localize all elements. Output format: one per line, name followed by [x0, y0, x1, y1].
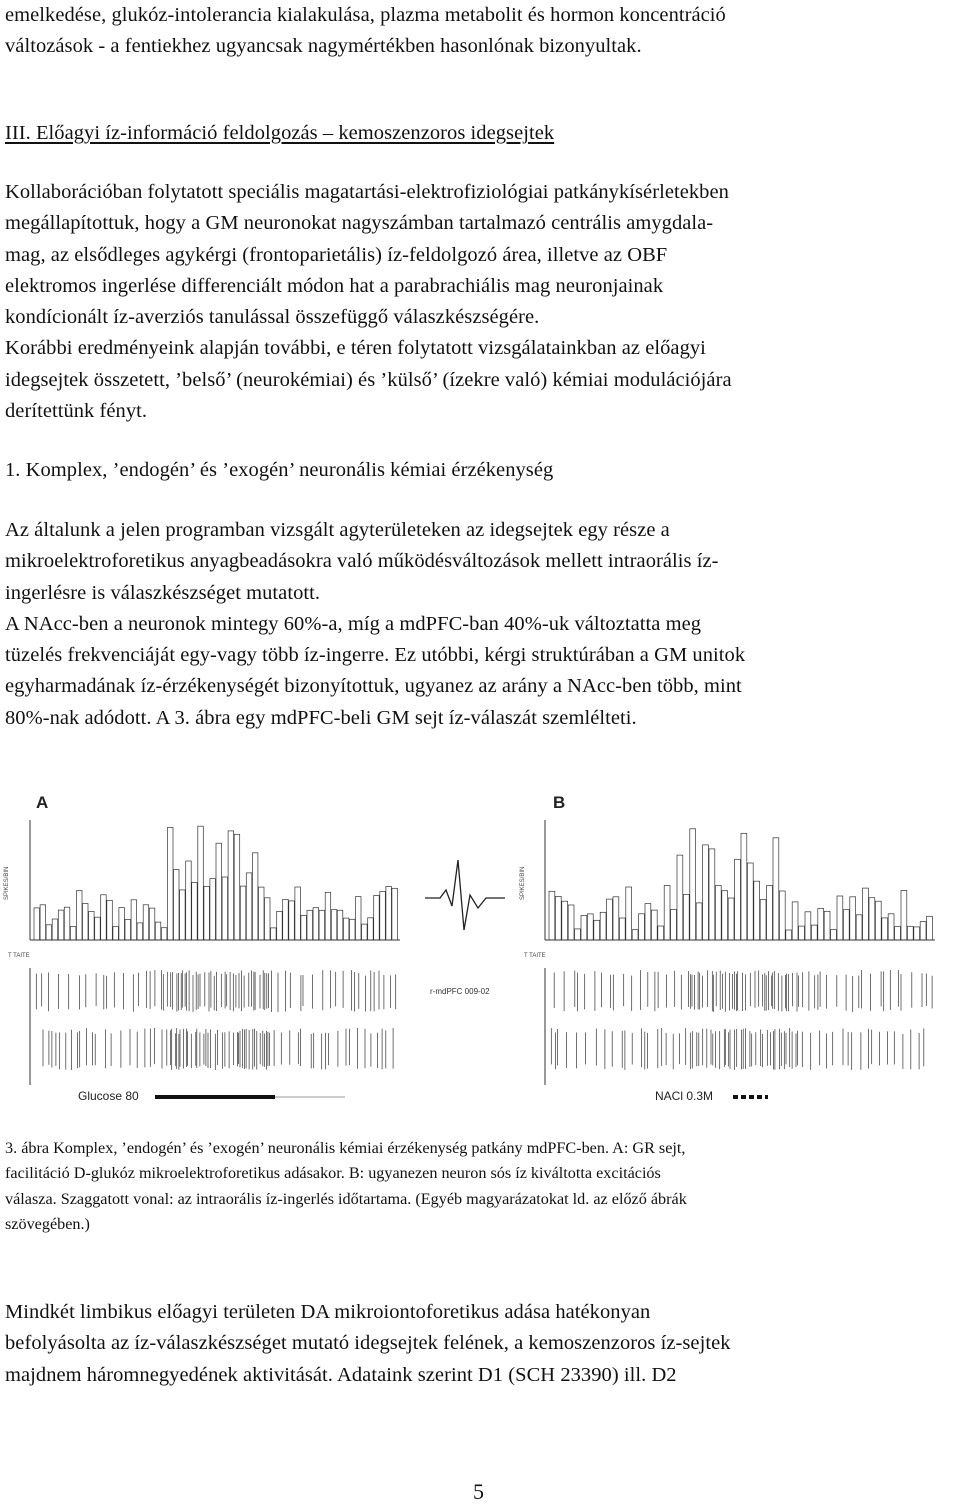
- paragraph-results: [5, 515, 745, 734]
- histogram-bar: [362, 924, 368, 940]
- histogram-bar: [677, 855, 683, 940]
- histogram-bar: [386, 886, 392, 940]
- histogram-bar: [34, 908, 40, 940]
- histogram-bar: [799, 926, 805, 940]
- histogram-bar: [575, 929, 581, 940]
- raster-ticks-a: [36, 970, 395, 1070]
- histogram-bar: [895, 927, 901, 941]
- histogram-bar: [901, 890, 907, 940]
- caption-line: facilitáció D-glukóz mikroelektroforetikus adásakor. B: ugyanezen neuron sós íz kiváltotta excitációs: [5, 1164, 661, 1183]
- histogram-bar: [180, 890, 186, 940]
- histogram-bar: [228, 831, 234, 940]
- histogram-bar: [703, 845, 709, 940]
- panel-b-raster: [545, 968, 932, 1085]
- histogram-bar: [46, 925, 52, 940]
- spike-waveform: [425, 860, 505, 996]
- histogram-bar: [856, 915, 862, 940]
- text-line: derítettünk fényt.: [5, 400, 148, 423]
- histogram-bar: [741, 833, 747, 940]
- caption-line: szövegében.): [5, 1215, 90, 1234]
- panel-a-raster: [30, 968, 396, 1085]
- histogram-bar: [850, 897, 856, 940]
- histogram-bar: [343, 918, 349, 940]
- histogram-bar: [374, 896, 380, 941]
- caption-line: válasza. Szaggatott vonal: az intraorális íz-ingerlés időtartama. (Egyéb magyarázatokat ld. az előző ábrák: [5, 1189, 687, 1208]
- histogram-bar: [89, 912, 95, 941]
- histogram-bar: [831, 930, 837, 940]
- text-line: mag, az elsődleges agykérgi (frontoparietális) íz-feldolgozó área, illetve az OBF: [5, 243, 668, 266]
- subheading-text: 1. Komplex, ’endogén’ és ’exogén’ neuronális kémiai érzékenység: [5, 459, 554, 481]
- text-line: változások - a fentiekhez ugyancsak nagymértékben hasonlónak bizonyultak.: [5, 35, 642, 58]
- trace-label-a: T TAITE: [8, 953, 30, 959]
- histogram-bar: [715, 886, 721, 941]
- histogram-bar: [651, 910, 657, 940]
- paragraph-collaboration: [5, 177, 732, 427]
- paragraph-top: [5, 0, 726, 63]
- histogram-bar: [283, 899, 289, 940]
- histogram-bar: [786, 930, 792, 940]
- histogram-bar: [907, 926, 913, 940]
- text-line: Mindkét limbikus előagyi területen DA mikroiontoforetikus adása hatékonyan: [5, 1301, 651, 1323]
- histogram-bar: [155, 922, 161, 940]
- histogram-bar: [95, 917, 101, 940]
- histogram-bar: [64, 907, 70, 940]
- panel-b-histogram: [520, 820, 935, 940]
- histogram-bar: [811, 925, 817, 940]
- text-line: egyharmadának íz-érzékenységét bizonyítottuk, ugyanez az arány a NAcc-ben több, mint: [5, 675, 742, 698]
- histogram-bar: [882, 918, 888, 940]
- histogram-bar: [210, 879, 216, 940]
- histogram-bar: [161, 928, 167, 940]
- histogram-bar: [600, 912, 606, 940]
- stim-a-label: Glucose 80: [78, 1089, 139, 1103]
- histogram-bar: [204, 886, 210, 940]
- histogram-bar: [380, 891, 386, 940]
- subheading: [5, 455, 553, 486]
- waveform-label: r-mdPFC 009-02: [430, 987, 490, 996]
- histogram-bar: [40, 905, 46, 940]
- histogram-bar: [619, 918, 625, 940]
- histogram-bar: [131, 900, 137, 940]
- histogram-bar: [295, 887, 301, 940]
- histogram-bar: [52, 919, 58, 940]
- histogram-bar: [581, 915, 587, 940]
- histogram-bar: [837, 896, 843, 940]
- histogram-bar: [337, 910, 343, 940]
- histogram-bar: [805, 912, 811, 940]
- histogram-bar: [613, 897, 619, 940]
- histogram-bar: [760, 900, 766, 940]
- text-line: befolyásolta az íz-válaszkészséget mutató idegsejtek felének, a kemoszenzoros íz-sejtek: [5, 1332, 731, 1355]
- trace-label-b: T TAITE: [524, 953, 546, 959]
- text-line: Korábbi eredményeink alapján további, e téren folytatott vizsgálatainkban az előagyi: [5, 337, 706, 360]
- histogram-bar: [368, 918, 374, 940]
- histogram-bar: [174, 870, 180, 941]
- histogram-bar: [143, 905, 149, 940]
- histogram-bar: [863, 888, 869, 940]
- histogram-bar: [137, 923, 143, 940]
- y-axis-label-b: SPIKES/BIN: [520, 866, 526, 900]
- figure-caption: [5, 1136, 687, 1238]
- histogram-bar: [818, 909, 824, 941]
- figure-3: [0, 780, 960, 1110]
- histogram-bar: [869, 898, 875, 940]
- section-heading: [5, 118, 554, 149]
- histogram-bar: [568, 905, 574, 940]
- histogram-bar: [186, 861, 192, 940]
- text-line: tüzelés frekvenciáját egy-vagy több íz-ingerre. Ez utóbbi, kérgi struktúrában a GM unitok: [5, 644, 746, 667]
- text-line: 80%-nak adódott. A 3. ábra egy mdPFC-beli GM sejt íz-válaszát szemlélteti.: [5, 706, 637, 729]
- histogram-bar: [168, 827, 174, 940]
- histogram-bar: [888, 914, 894, 940]
- histogram-bar: [626, 887, 632, 940]
- histogram-bar: [875, 901, 881, 940]
- histogram-bar: [754, 881, 760, 940]
- histogram-bar: [307, 910, 313, 940]
- histogram-bar: [549, 891, 555, 940]
- histogram-bar: [690, 829, 696, 940]
- histogram-bar: [594, 920, 600, 940]
- histogram-bar: [767, 885, 773, 940]
- histogram-bar: [301, 915, 307, 940]
- text-line: A NAcc-ben a neuronok mintegy 60%-a, míg a mdPFC-ban 40%-uk változtatta meg: [5, 612, 702, 635]
- stim-a-bar: [155, 1095, 275, 1099]
- histogram-bar: [927, 916, 933, 940]
- text-line: kondícionált íz-averziós tanulással összefüggő válaszkészségére.: [5, 306, 540, 329]
- caption-line: 3. ábra Komplex, ’endogén’ és ’exogén’ neuronális kémiai érzékenység patkány mdPFC-ben. A: GR sejt,: [5, 1139, 686, 1157]
- histogram-bar: [824, 911, 830, 940]
- histogram-bar: [735, 859, 741, 940]
- histogram-bars-b: [549, 829, 932, 940]
- histogram-bar: [319, 910, 325, 940]
- stim-b-label: NACl 0.3M: [655, 1089, 714, 1103]
- histogram-bar: [125, 919, 131, 940]
- histogram-bar: [313, 908, 319, 940]
- section-heading-text: III. Előagyi íz-információ feldolgozás – kemoszenzoros idegsejtek: [5, 122, 555, 144]
- panel-a-histogram: [4, 820, 400, 940]
- panel-b-label: B: [553, 793, 566, 812]
- histogram-bar: [240, 886, 246, 940]
- panel-a-label: A: [36, 793, 49, 812]
- text-line: idegsejtek összetett, ’belső’ (neurokémiai) és ’külső’ (ízekre való) kémiai modulációjára: [5, 368, 732, 391]
- histogram-bar: [747, 863, 753, 940]
- histogram-bar: [107, 900, 113, 940]
- histogram-bar: [70, 927, 76, 941]
- histogram-bars-a: [34, 826, 397, 940]
- histogram-bar: [632, 930, 638, 940]
- histogram-bar: [664, 885, 670, 940]
- y-axis-label-a: SPIKES/BIN: [4, 866, 10, 900]
- text-line: elektromos ingerlése differenciált módon hat a parabrachiális mag neuronjainak: [5, 274, 664, 297]
- text-line: emelkedése, glukóz-intolerancia kialakulása, plazma metabolit és hormon koncentráció: [5, 4, 726, 26]
- histogram-bar: [728, 898, 734, 940]
- histogram-bar: [77, 891, 83, 941]
- histogram-bar: [289, 901, 295, 940]
- histogram-bar: [119, 908, 125, 940]
- histogram-bar: [101, 895, 107, 940]
- histogram-bar: [252, 853, 258, 940]
- histogram-bar: [722, 891, 728, 940]
- text-line: Kollaborációban folytatott speciális magatartási-elektrofiziológiai patkánykísérletekben: [5, 181, 729, 203]
- histogram-bar: [192, 883, 198, 941]
- histogram-bar: [198, 826, 204, 940]
- histogram-bar: [792, 902, 798, 940]
- paragraph-bottom: [5, 1297, 731, 1391]
- histogram-bar: [587, 914, 593, 940]
- text-line: Az általunk a jelen programban vizsgált agyterületeken az idegsejtek egy része a: [5, 519, 670, 541]
- histogram-bar: [356, 897, 362, 940]
- histogram-bar: [658, 926, 664, 940]
- histogram-bar: [779, 891, 785, 940]
- histogram-bar: [392, 888, 398, 940]
- histogram-bar: [325, 892, 331, 940]
- histogram-bar: [696, 903, 702, 940]
- histogram-bar: [607, 899, 613, 940]
- histogram-bar: [216, 843, 222, 940]
- histogram-bar: [246, 873, 252, 940]
- histogram-bar: [773, 838, 779, 940]
- histogram-bar: [234, 834, 240, 940]
- histogram-bar: [58, 910, 64, 940]
- text-line: ingerlésre is válaszkészséget mutatott.: [5, 581, 321, 604]
- text-line: megállapítottuk, hogy a GM neuronokat nagyszámban tartalmazó centrális amygdala-: [5, 212, 714, 235]
- histogram-bar: [562, 901, 568, 940]
- raster-ticks-b: [551, 970, 932, 1070]
- histogram-bar: [277, 911, 283, 940]
- histogram-bar: [149, 908, 155, 940]
- histogram-bar: [350, 919, 356, 940]
- histogram-bar: [555, 896, 561, 940]
- histogram-bar: [222, 877, 228, 940]
- histogram-bar: [920, 922, 926, 940]
- histogram-bar: [265, 898, 271, 940]
- histogram-bar: [709, 849, 715, 940]
- histogram-bar: [259, 887, 265, 940]
- text-line: majdnem háromnegyedének aktivitását. Adataink szerint D1 (SCH 23390) ill. D2: [5, 1363, 677, 1386]
- text-line: mikroelektroforetikus anyagbeadásokra való működésváltozások mellett intraorális íz-: [5, 550, 719, 573]
- histogram-bar: [113, 927, 119, 940]
- histogram-bar: [843, 910, 849, 940]
- histogram-bar: [671, 910, 677, 941]
- histogram-bar: [331, 910, 337, 940]
- histogram-bar: [271, 928, 277, 940]
- page-number: 5: [473, 1479, 484, 1504]
- histogram-bar: [683, 894, 689, 940]
- histogram-bar: [914, 927, 920, 940]
- histogram-bar: [639, 914, 645, 940]
- histogram-bar: [645, 904, 651, 940]
- histogram-bar: [83, 904, 89, 941]
